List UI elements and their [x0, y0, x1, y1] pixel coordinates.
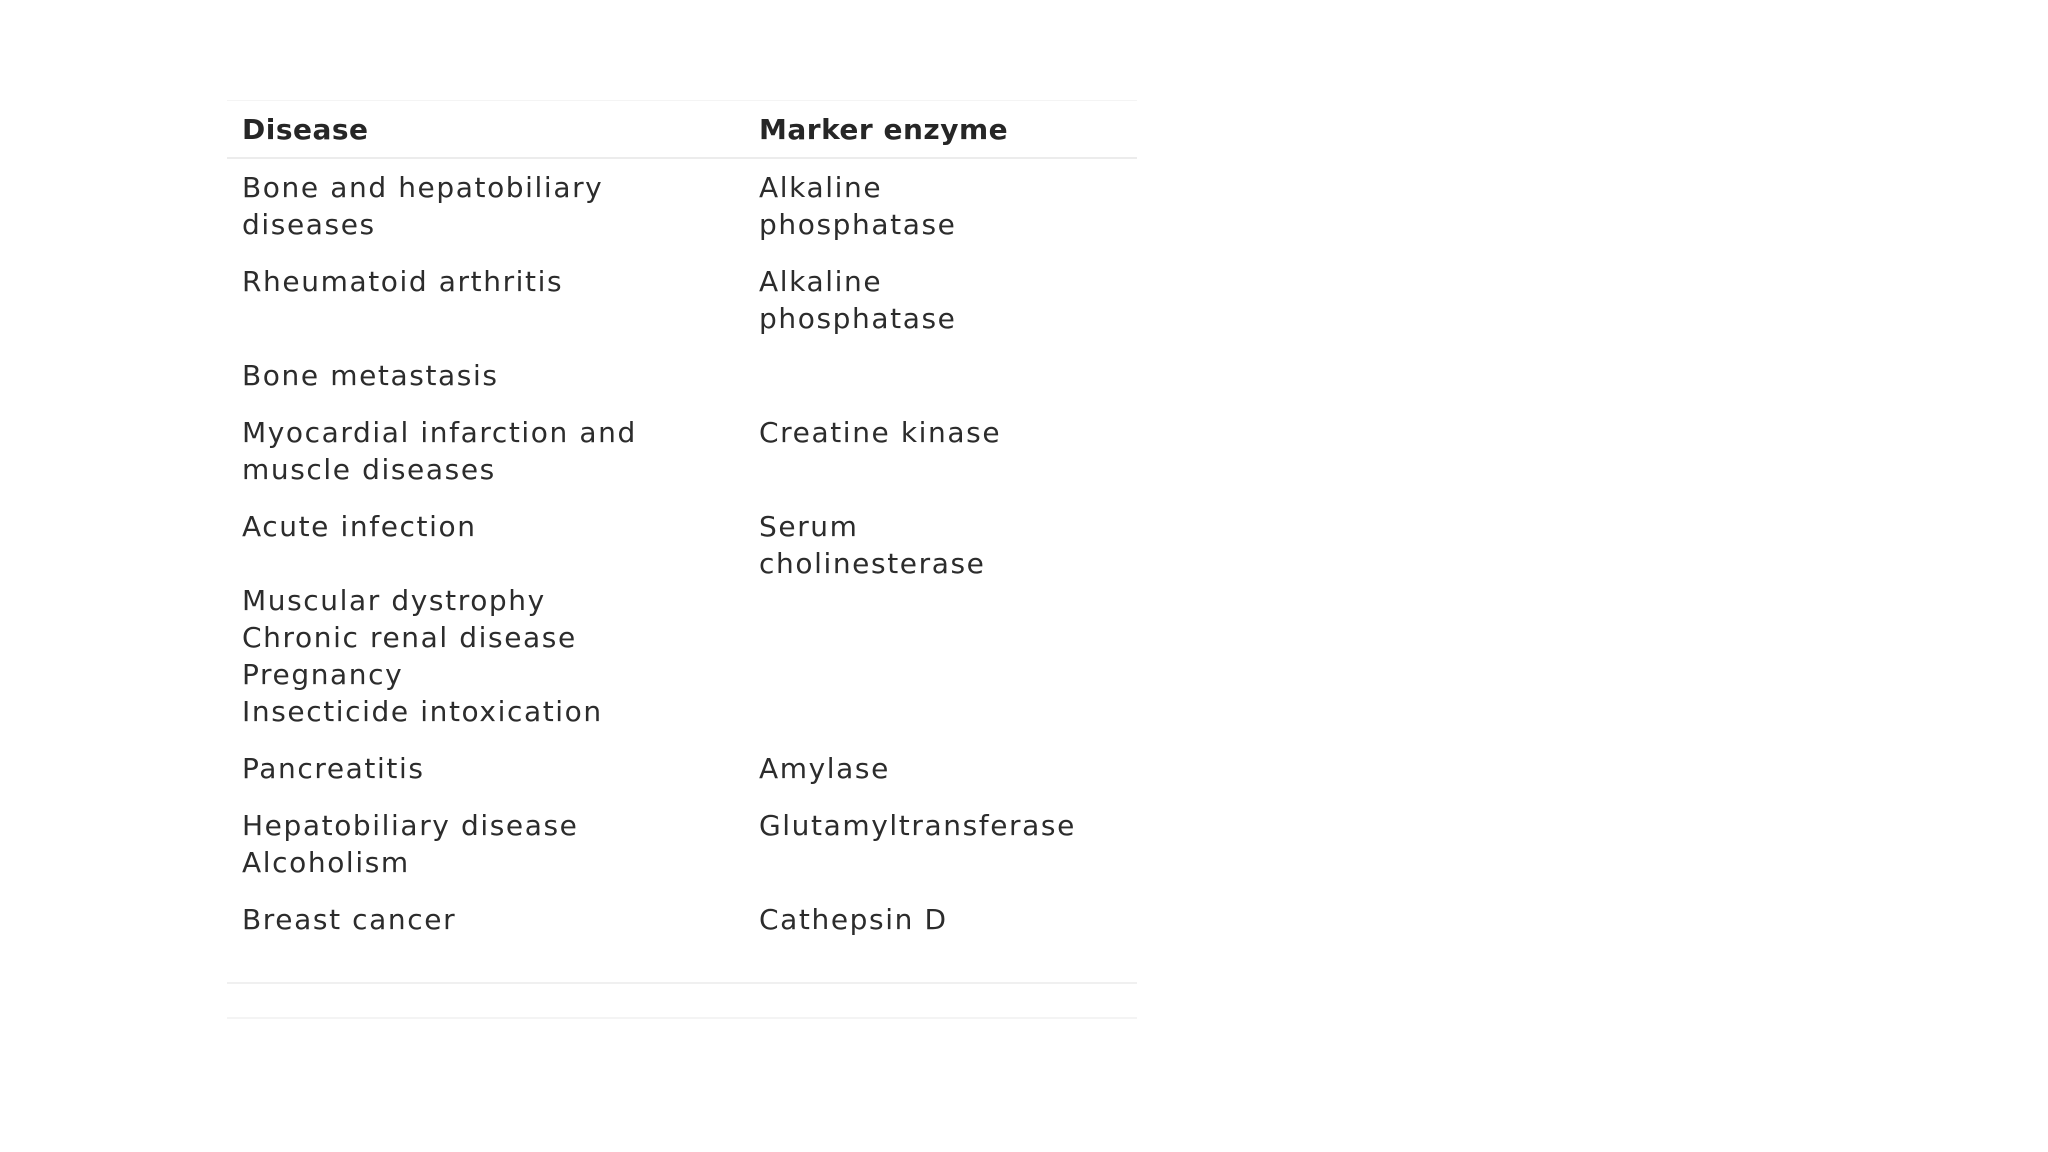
cell-disease: Bone and hepatobiliary diseases: [242, 171, 604, 241]
cell-enzyme: Amylase: [759, 752, 890, 785]
table-bottom-rule: [227, 982, 1137, 984]
cell-disease: Acute infection: [242, 510, 477, 543]
header-marker-enzyme: Marker enzyme: [759, 112, 1009, 146]
cell-disease: Breast cancer: [242, 903, 457, 936]
table-row: [227, 169, 1137, 243]
table-row: [227, 582, 1137, 730]
table-row: [227, 357, 1137, 394]
cell-disease: Pancreatitis: [242, 752, 425, 785]
table-row: [227, 901, 1137, 938]
cell-disease: Myocardial infarction and muscle diseases: [242, 416, 637, 486]
cell-enzyme: Alkaline phosphatase: [759, 265, 957, 335]
cell-enzyme: [759, 582, 1137, 730]
cell-disease: Bone metastasis: [242, 359, 499, 392]
table-row: [227, 263, 1137, 337]
cell-enzyme: Glutamyltransferase: [759, 809, 1076, 842]
disease-marker-table: [227, 100, 1137, 958]
cell-disease: Hepatobiliary disease Alcoholism: [242, 809, 579, 879]
cell-enzyme: Serum cholinesterase: [759, 510, 986, 580]
cell-disease: Rheumatoid arthritis: [242, 265, 564, 298]
table-row: [227, 508, 1137, 582]
cell-enzyme: Creatine kinase: [759, 416, 1002, 449]
cell-disease: Muscular dystrophy Chronic renal disease Pregnancy Insecticide intoxication: [242, 584, 603, 728]
table-header-row: [227, 101, 1137, 159]
table-footer-rule: [227, 1017, 1137, 1019]
table-row: [227, 750, 1137, 787]
cell-enzyme: Alkaline phosphatase: [759, 171, 957, 241]
header-disease: Disease: [242, 112, 369, 146]
cell-enzyme: Cathepsin D: [759, 903, 948, 936]
table-row: [227, 807, 1137, 881]
table-row: [227, 414, 1137, 488]
table-body: [227, 159, 1137, 938]
cell-enzyme: [759, 357, 1137, 394]
